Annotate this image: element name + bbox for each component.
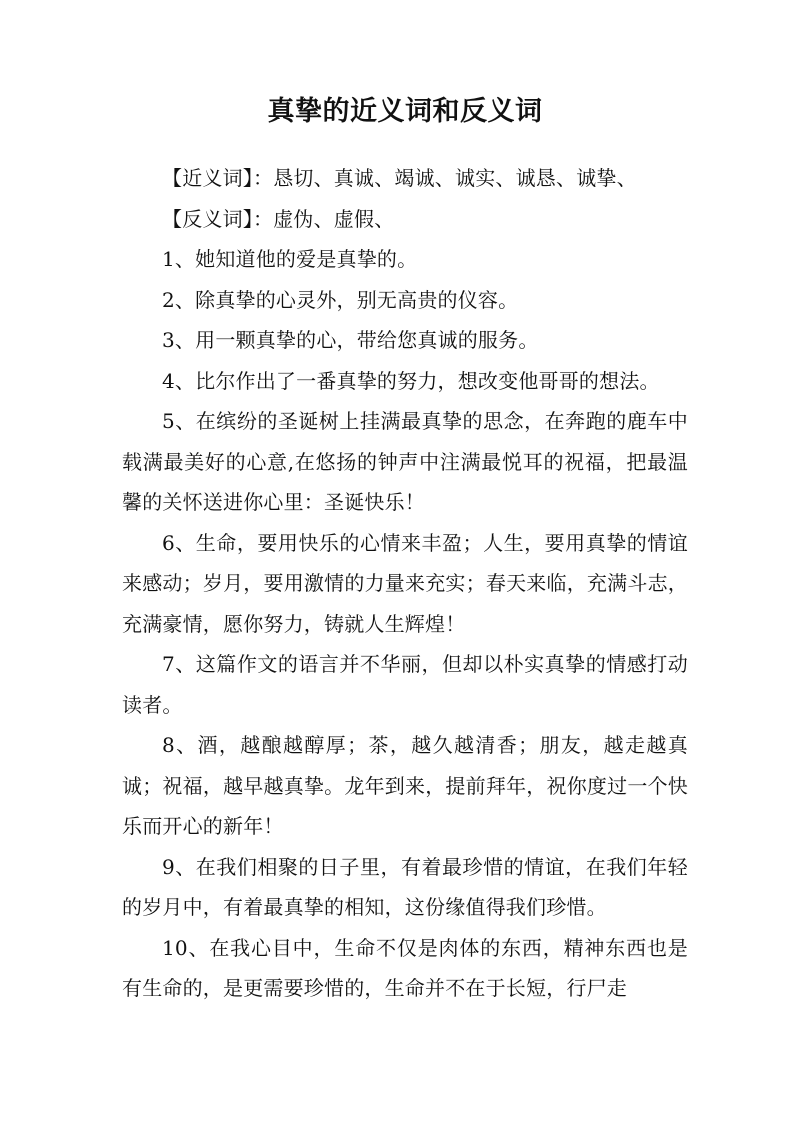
example-sentence-2: 2、除真挚的心灵外，别无高贵的仪容。	[162, 287, 519, 312]
document-title: 真挚的近义词和反义词	[267, 96, 543, 127]
synonyms-paragraph: 【近义词】：恳切、真诚、竭诚、诚实、诚恳、诚挚、	[162, 166, 637, 190]
example-sentence-6: 6、生命，要用快乐的心情来丰盈；人生，要用真挚的情谊来感动；岁月，要用激情的力量来充实；春天来临，充满斗志，充满豪情，愿你努力，铸就人生辉煌！	[122, 530, 688, 636]
example-sentence-8: 8、酒，越酿越醇厚；茶，越久越清香；朋友，越走越真诚；祝福，越早越真挚。龙年到来，提前拜年，祝你度过一个快乐而开心的新年！	[122, 733, 688, 838]
example-sentence-1: 1、她知道他的爱是真挚的。	[162, 247, 418, 271]
example-sentence-5: 5、在缤纷的圣诞树上挂满最真挚的思念，在奔跑的鹿车中载满最美好的心意,在悠扬的钟声中注满最悦耳的祝福，把最温馨的关怀送进你心里：圣诞快乐！	[122, 409, 688, 514]
antonyms-paragraph: 【反义词】：虚伪、虚假、	[162, 206, 395, 231]
example-sentence-4: 4、比尔作出了一番真挚的努力，想改变他哥哥的想法。	[162, 368, 660, 393]
example-sentence-10: 10、在我心目中，生命不仅是肉体的东西，精神东西也是有生命的，是更需要珍惜的，生命并不在于长短，行尸走	[122, 935, 688, 1000]
example-sentence-9: 9、在我们相聚的日子里，有着最珍惜的情谊，在我们年轻的岁月中，有着最真挚的相知，这份缘值得我们珍惜。	[122, 854, 688, 919]
example-sentence-3: 3、用一颗真挚的心，带给您真诚的服务。	[162, 328, 539, 352]
example-sentence-7: 7、这篇作文的语言并不华丽，但却以朴实真挚的情感打动读者。	[122, 652, 688, 717]
